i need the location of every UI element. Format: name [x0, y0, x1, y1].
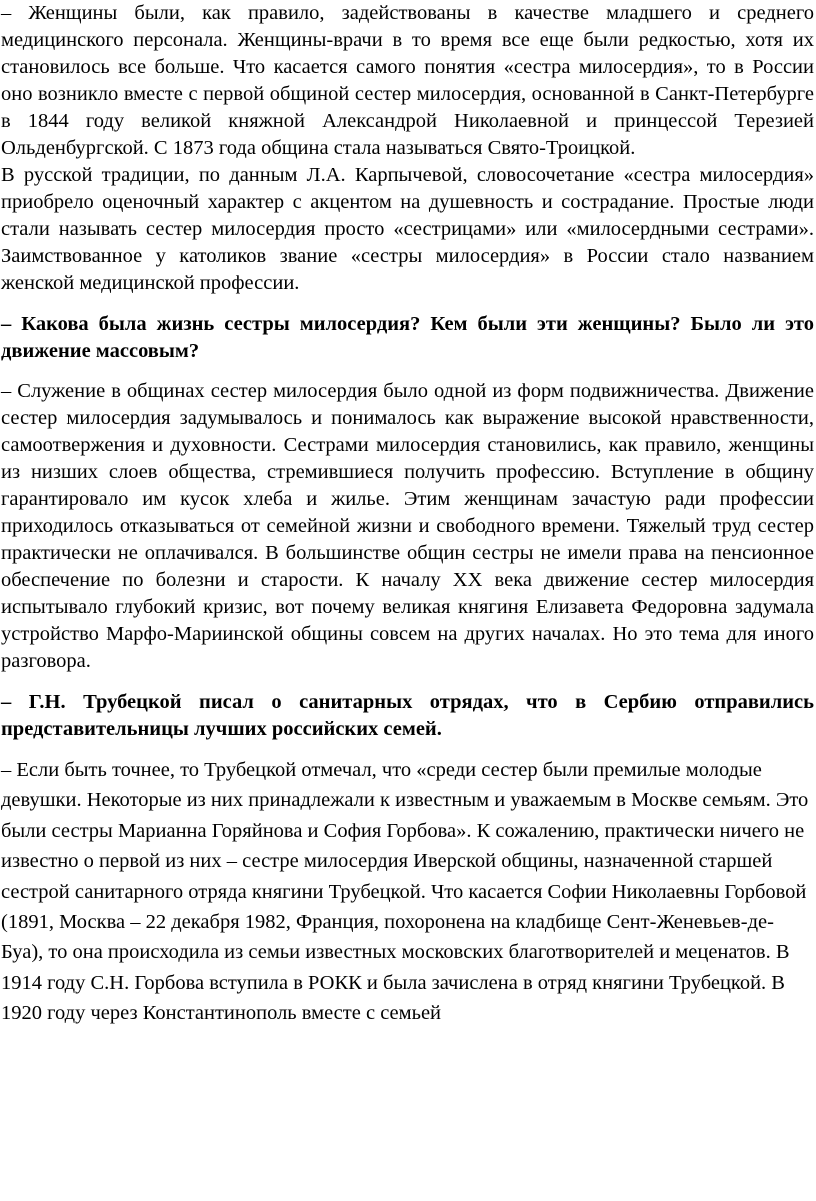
paragraph-sisters-of-mercy-origin: – Женщины были, как правило, задействованы в качестве младшего и среднего медицинского персонала. Женщины-врачи в то время все еще были редкостью, хотя их становилось все больше. Что касается самого понятия «сестра милосердия», то в России оно возникло вместе с первой общиной сестер милосердия, основанной в Санкт-Петербурге в 1844 году великой княжной Александрой Николаевной и принцессой Терезией Ольденбургской. С 1873 года община стала называться Свято-Троицкой.: [1, 2, 814, 159]
paragraph-gorbova: – Если быть точнее, то Трубецкой отмечал, что «среди сестер были премилые молодые девушки. Некоторые из них принадлежали к известным и уважаемым в Москве семьям. Это были сестры Марианна Горяйнова и София Горбова». К сожалению, практически ничего не известно о первой из них – сестре милосердия Иверской общины, назначенной старшей сестрой санитарного отряда княгини Трубецкой. Что касается Софии Николаевны Горбовой (1891, Москва – 22 декабря 1982, Франция, похоронена на кладбище Сент-Женевьев-де-Буа), то она происходила из семьи известных московских благотворителей и меценатов. В 1914 году С.Н. Горбова вступила в РОКК и была зачислена в отряд княгини Трубецкой. В 1920 году через Константинополь вместе с семьей: [1, 759, 809, 1025]
question-trubetskoy-sanitary-units: – Г.Н. Трубецкой писал о санитарных отрядах, что в Сербию отправились представительницы лучших российских семей.: [1, 691, 814, 740]
paragraph-service-in-communities: – Служение в общинах сестер милосердия было одной из форм подвижничества. Движение сестер милосердия задумывалось и понималось как выражение высокой нравственности, самоотвержения и духовности. Сестрами милосердия становились, как правило, женщины из низших слоев общества, стремившиеся получить профессию. Вступление в общину гарантировало им кусок хлеба и жилье. Этим женщинам зачастую ради профессии приходилось отказываться от семейной жизни и свободного времени. Тяжелый труд сестер практически не оплачивался. В большинстве общин сестры не имели права на пенсионное обеспечение по болезни и старости. К началу XX века движение сестер милосердия испытывало глубокий кризис, вот почему великая княгиня Елизавета Федоровна задумала устройство Марфо-Мариинской общины совсем на других началах. Но это тема для иного разговора.: [1, 380, 814, 672]
question-life-of-sister: – Какова была жизнь сестры милосердия? Кем были эти женщины? Было ли это движение массовым?: [1, 313, 814, 362]
paragraph-russian-tradition: В русской традиции, по данным Л.А. Карпычевой, словосочетание «сестра милосердия» приобрело оценочный характер с акцентом на душевность и сострадание. Простые люди стали называть сестер милосердия просто «сестрицами» или «милосердными сестрами». Заимствованное у католиков звание «сестры милосердия» в России стало названием женской медицинской профессии.: [1, 164, 814, 294]
